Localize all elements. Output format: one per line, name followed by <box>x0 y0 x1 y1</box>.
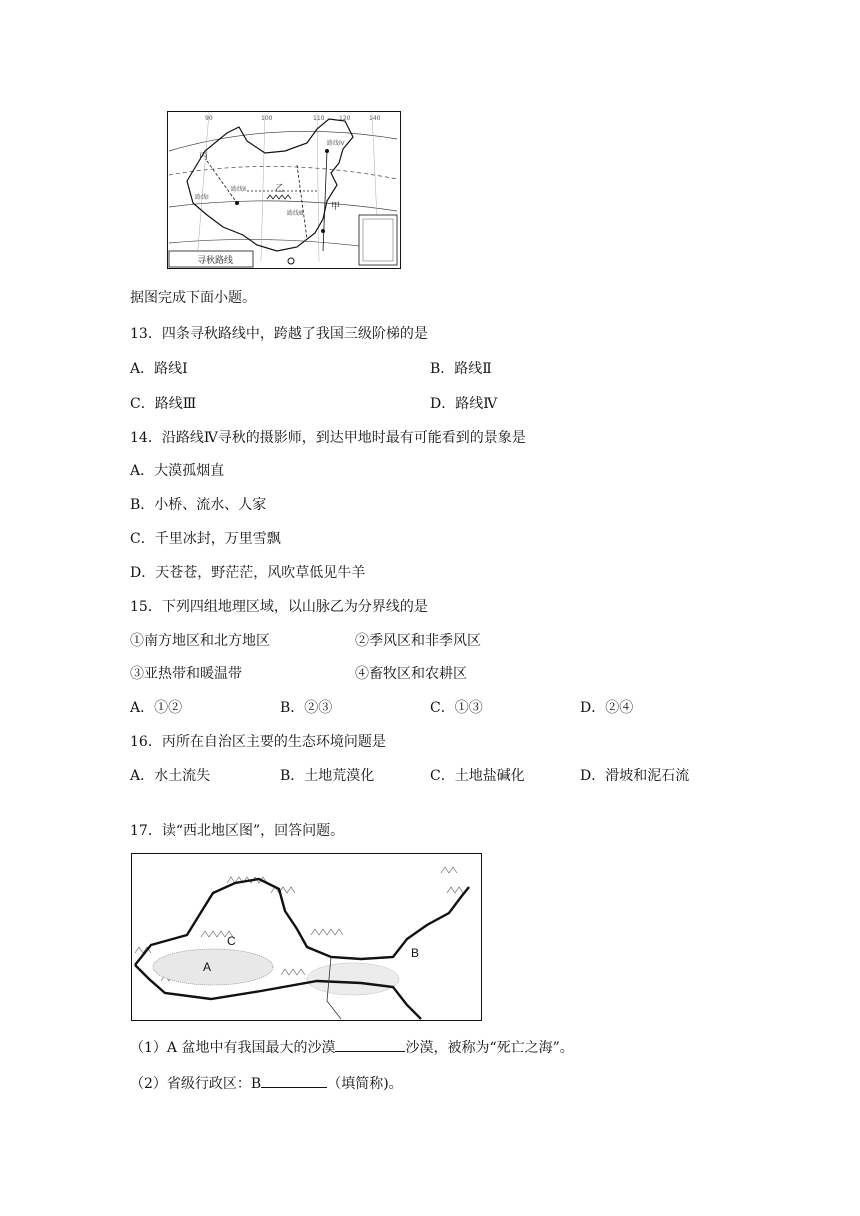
option: A．水土流失 <box>130 768 211 784</box>
statement-item: ③亚热带和暖温带 <box>130 666 242 682</box>
lon-label: 90 <box>205 115 213 122</box>
question-stem: 16．丙所在自治区主要的生态环境问题是 <box>130 734 386 750</box>
option: C．①③ <box>430 700 483 716</box>
place-label-yi: 乙 <box>275 184 285 194</box>
option: C．土地盐碱化 <box>430 768 525 784</box>
sub-question-2-before: （2）省级行政区：B <box>130 1076 262 1092</box>
option: D．路线Ⅳ <box>430 396 498 412</box>
route-label-3: 路线Ⅲ <box>287 210 304 217</box>
sub-question-1-after: 沙漠，被称为“死亡之海”。 <box>405 1040 574 1056</box>
lon-label: 100 <box>261 115 273 122</box>
option: B．②③ <box>280 700 333 716</box>
option: A．①② <box>130 700 183 716</box>
question-stem: 15．下列四组地理区域，以山脉乙为分界线的是 <box>130 599 428 615</box>
china-route-map <box>167 111 401 269</box>
sub-question-1 <box>130 1037 574 1057</box>
route-label-1: 路线Ⅰ <box>195 194 209 201</box>
china-route-map-svg <box>167 111 401 269</box>
northwest-region-map <box>131 853 483 1021</box>
lon-label: 110 <box>313 115 325 122</box>
map-label-c: C <box>227 934 236 948</box>
statement-item: ④畜牧区和农耕区 <box>355 666 467 682</box>
lon-label: 120 <box>339 115 351 122</box>
question-stem: 17．读“西北地区图”，回答问题。 <box>130 823 345 839</box>
place-label-bing: 丙 <box>199 152 209 162</box>
question-stem: 13．四条寻秋路线中，跨越了我国三级阶梯的是 <box>130 326 428 342</box>
statement-item: ②季风区和非季风区 <box>355 633 481 649</box>
option: D．②④ <box>580 700 634 716</box>
map-label-a: A <box>203 960 212 974</box>
map-caption: 寻秋路线 <box>197 256 234 266</box>
option: C．路线Ⅲ <box>130 396 197 412</box>
lon-label: 140 <box>369 115 381 122</box>
northwest-region-map-svg <box>131 853 483 1021</box>
place-label-jia: 甲 <box>331 202 341 212</box>
route-label-2: 路线Ⅱ <box>231 186 246 193</box>
sub-question-1-before: （1）A 盆地中有我国最大的沙漠 <box>130 1040 336 1056</box>
option: D．滑坡和泥石流 <box>580 768 690 784</box>
statement-item: ①南方地区和北方地区 <box>130 633 270 649</box>
sub-question-2 <box>130 1073 403 1093</box>
option: B．土地荒漠化 <box>280 768 375 784</box>
map-label-b: B <box>411 946 420 960</box>
answer-blank[interactable] <box>335 1037 405 1052</box>
option: D．天苍苍，野茫茫，风吹草低见牛羊 <box>130 565 366 581</box>
answer-blank[interactable] <box>261 1073 327 1088</box>
option: B．小桥、流水、人家 <box>130 497 267 513</box>
option: B．路线Ⅱ <box>430 361 492 377</box>
intro-text: 据图完成下面小题。 <box>130 290 256 306</box>
route-label-4: 路线Ⅳ <box>327 140 345 147</box>
option: A．路线Ⅰ <box>130 361 188 377</box>
option: C．千里冰封，万里雪飘 <box>130 531 281 547</box>
sub-question-2-after: （填简称)。 <box>327 1076 403 1092</box>
question-stem: 14．沿路线Ⅳ寻秋的摄影师，到达甲地时最有可能看到的景象是 <box>130 430 526 446</box>
option: A．大漠孤烟直 <box>130 463 225 479</box>
